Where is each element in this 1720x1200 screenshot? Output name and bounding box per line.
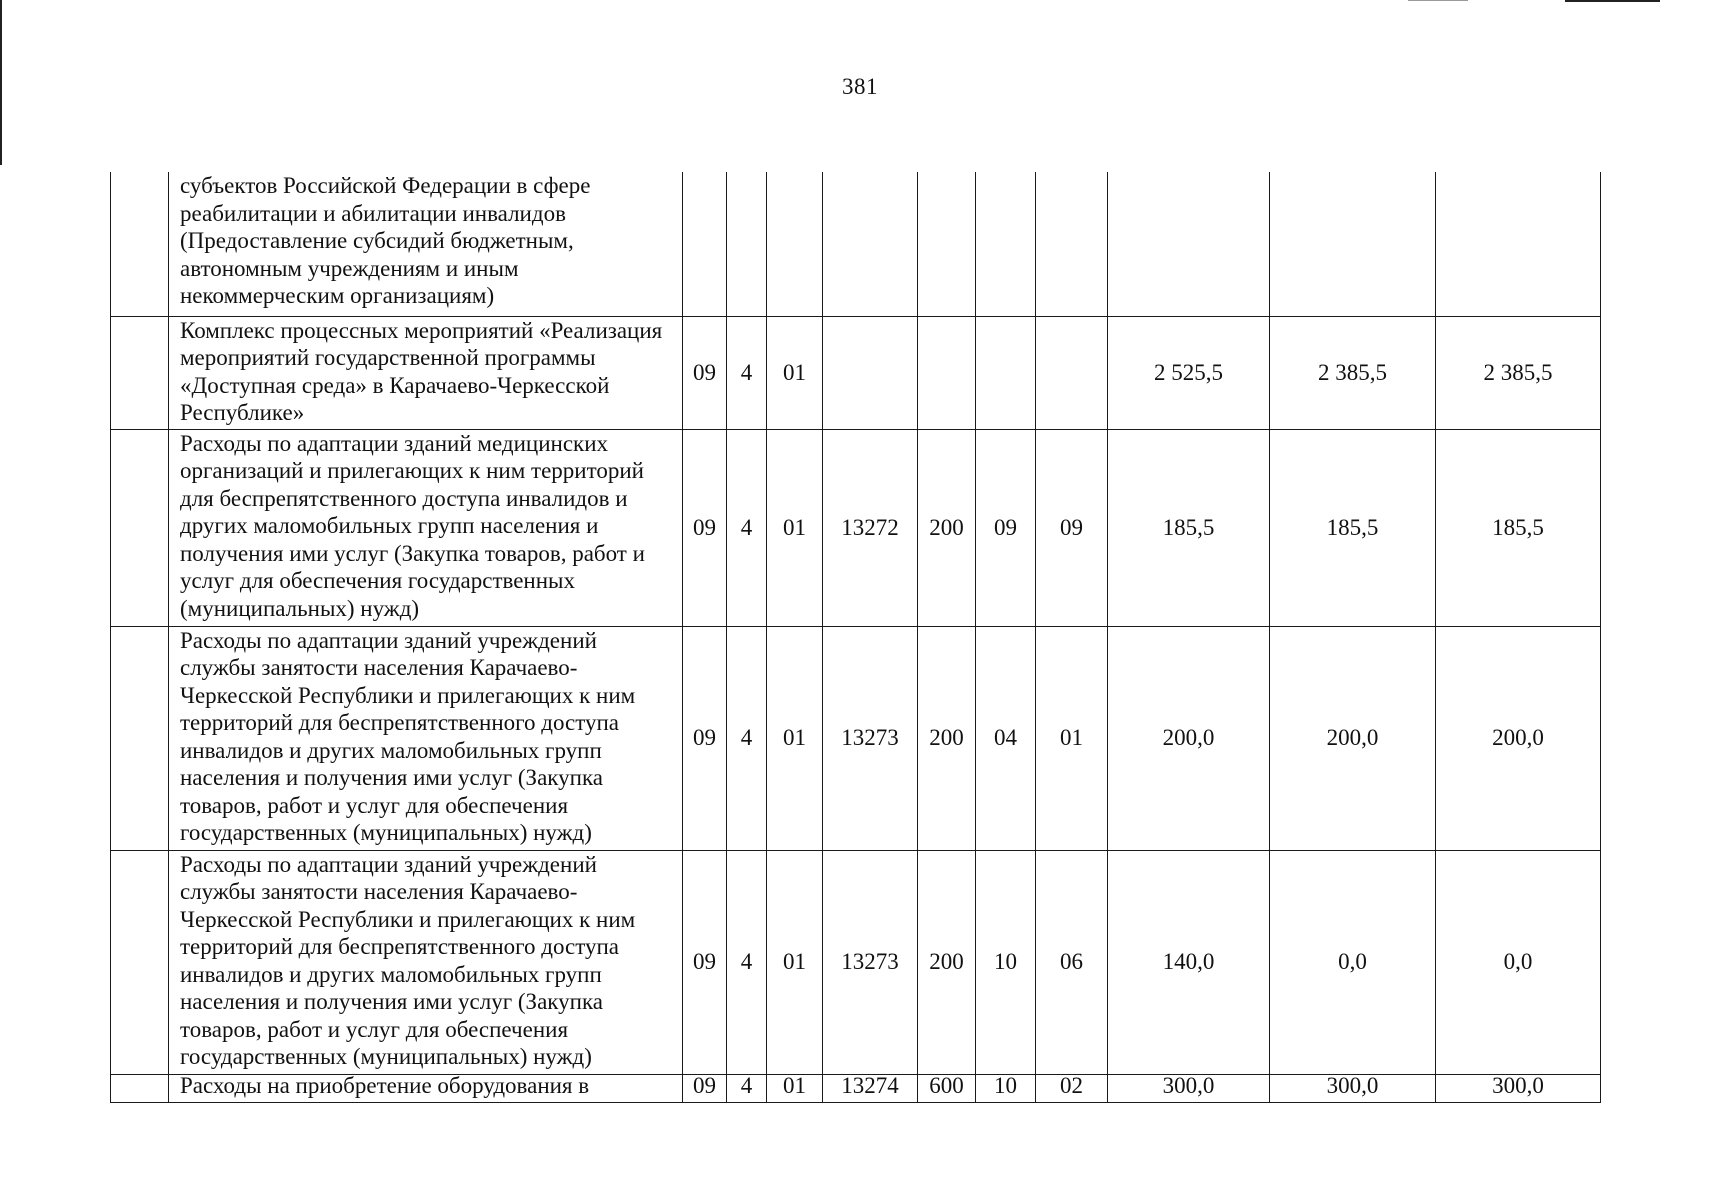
code-activity: 01 [767,1074,823,1102]
code-subprogram: 4 [727,850,767,1074]
code-expense-type [918,316,976,429]
code-chapter: 09 [683,1074,727,1102]
code-subprogram: 4 [727,1074,767,1102]
code-chapter: 09 [683,316,727,429]
scan-edge-top [1408,0,1468,1]
row-description: субъектов Российской Федерации в сфере реабилитации и абилитации инвалидов (Предоставление субсидий бюджетным, автономным учреждениям и иным некоммерческим организациям) [169,172,683,316]
code-chapter: 09 [683,626,727,850]
amount-2: 200,0 [1270,626,1436,850]
table-row [111,429,1601,626]
code-expense-type [918,172,976,316]
code-subprogram: 4 [727,316,767,429]
amount-1: 185,5 [1108,429,1270,626]
code-section: 10 [976,1074,1036,1102]
code-direction [823,316,918,429]
code-direction [823,172,918,316]
row-description: Расходы по адаптации зданий учреждений службы занятости населения Карачаево-Черкесской Республики и прилегающих к ним территорий для беспрепятственного доступа инвалидов и других маломобильных групп населения и получения ими услуг (Закупка товаров, работ и услуг для обеспечения государственных (муниципальных) нужд) [169,626,683,850]
code-section: 09 [976,429,1036,626]
code-activity: 01 [767,429,823,626]
code-expense-type: 600 [918,1074,976,1102]
amount-1: 2 525,5 [1108,316,1270,429]
table-row [111,172,1601,316]
code-subprogram: 4 [727,626,767,850]
code-activity [767,172,823,316]
row-number [111,316,169,429]
table-row [111,316,1601,429]
code-activity: 01 [767,316,823,429]
row-number [111,850,169,1074]
row-description: Расходы на приобретение оборудования в [169,1074,683,1102]
row-description: Комплекс процессных мероприятий «Реализация мероприятий государственной программы «Доступная среда» в Карачаево-Черкесской Республике» [169,316,683,429]
amount-2: 185,5 [1270,429,1436,626]
amount-1: 140,0 [1108,850,1270,1074]
table-row [111,850,1601,1074]
amount-3: 185,5 [1436,429,1601,626]
row-number [111,172,169,316]
code-section: 10 [976,850,1036,1074]
code-activity: 01 [767,626,823,850]
amount-2: 300,0 [1270,1074,1436,1102]
code-subsection: 06 [1036,850,1108,1074]
table-row [111,1074,1601,1102]
code-chapter [683,172,727,316]
code-direction: 13273 [823,850,918,1074]
code-section: 04 [976,626,1036,850]
page-number: 381 [842,74,878,99]
code-subsection [1036,316,1108,429]
code-chapter: 09 [683,429,727,626]
code-subprogram: 4 [727,429,767,626]
amount-3: 0,0 [1436,850,1601,1074]
code-section [976,172,1036,316]
code-subsection: 01 [1036,626,1108,850]
code-direction: 13273 [823,626,918,850]
row-number [111,626,169,850]
code-expense-type: 200 [918,429,976,626]
amount-2: 0,0 [1270,850,1436,1074]
amount-3 [1436,172,1601,316]
code-subsection [1036,172,1108,316]
amount-3: 2 385,5 [1436,316,1601,429]
code-subsection: 09 [1036,429,1108,626]
amount-1: 300,0 [1108,1074,1270,1102]
row-number [111,1074,169,1102]
amount-1: 200,0 [1108,626,1270,850]
code-subprogram [727,172,767,316]
budget-table [110,172,1601,1103]
code-subsection: 02 [1036,1074,1108,1102]
code-direction: 13274 [823,1074,918,1102]
code-direction: 13272 [823,429,918,626]
amount-3: 300,0 [1436,1074,1601,1102]
code-activity: 01 [767,850,823,1074]
amount-2: 2 385,5 [1270,316,1436,429]
table-row [111,626,1601,850]
amount-1 [1108,172,1270,316]
amount-3: 200,0 [1436,626,1601,850]
row-description: Расходы по адаптации зданий медицинских организаций и прилегающих к ним территорий для беспрепятственного доступа инвалидов и других маломобильных групп населения и получения ими услуг (Закупка товаров, работ и услуг для обеспечения государственных (муниципальных) нужд) [169,429,683,626]
amount-2 [1270,172,1436,316]
code-chapter: 09 [683,850,727,1074]
row-description: Расходы по адаптации зданий учреждений службы занятости населения Карачаево-Черкесской Республики и прилегающих к ним территорий для беспрепятственного доступа инвалидов и других маломобильных групп населения и получения ими услуг (Закупка товаров, работ и услуг для обеспечения государственных (муниципальных) нужд) [169,850,683,1074]
row-number [111,429,169,626]
code-expense-type: 200 [918,850,976,1074]
scan-edge-top-right [1565,0,1660,2]
code-expense-type: 200 [918,626,976,850]
code-section [976,316,1036,429]
